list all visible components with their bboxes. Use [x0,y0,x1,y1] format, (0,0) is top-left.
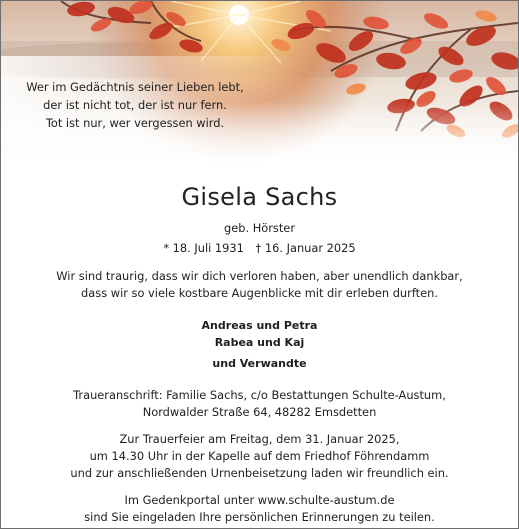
obituary-content [1,181,518,526]
message-line: dass wir so viele kostbare Augenblicke mit dir erleben durften. [81,286,438,300]
portal-line: sind Sie eingeladen Ihre persönlichen Erinnerungen zu teilen. [84,510,435,524]
death-date: † 16. Januar 2025 [255,241,356,255]
ceremony-line: um 14.30 Uhr in der Kapelle auf dem Friedhof Föhrendamm [89,449,430,463]
address-line: Traueranschrift: Familie Sachs, c/o Bestattungen Schulte-Austum, [73,388,446,402]
family-relatives: und Verwandte [212,357,307,370]
funeral-ceremony-info [1,431,518,482]
mourning-address [1,387,518,421]
maiden-name: geb. Hörster [223,221,296,235]
condolence-message [1,268,518,302]
poem-line: Wer im Gedächtnis seiner Lieben lebt, [26,80,244,94]
ceremony-line: und zur anschließenden Urnenbeisetzung laden wir freundlich ein. [70,466,449,480]
ceremony-line: Zur Trauerfeier am Freitag, dem 31. Januar 2025, [119,432,400,446]
address-line: Nordwalder Straße 64, 48282 Emsdetten [142,405,377,419]
birth-date: * 18. Juli 1931 [163,241,244,255]
deceased-name: Gisela Sachs [181,183,338,211]
message-line: Wir sind traurig, dass wir dich verloren haben, aber unendlich dankbar, [56,269,463,283]
portal-line: Im Gedenkportal unter www.schulte-austum.de [124,493,395,507]
family-member: Rabea und Kaj [214,336,305,349]
autumn-leaves-image [1,1,518,169]
memorial-portal-info [1,492,518,526]
memorial-poem [1,78,269,132]
family-member: Andreas und Petra [201,319,318,332]
poem-line: der ist nicht tot, der ist nur fern. [43,98,227,112]
mourning-family [1,317,518,372]
poem-line: Tot ist nur, wer vergessen wird. [45,116,225,130]
life-dates [1,241,518,256]
